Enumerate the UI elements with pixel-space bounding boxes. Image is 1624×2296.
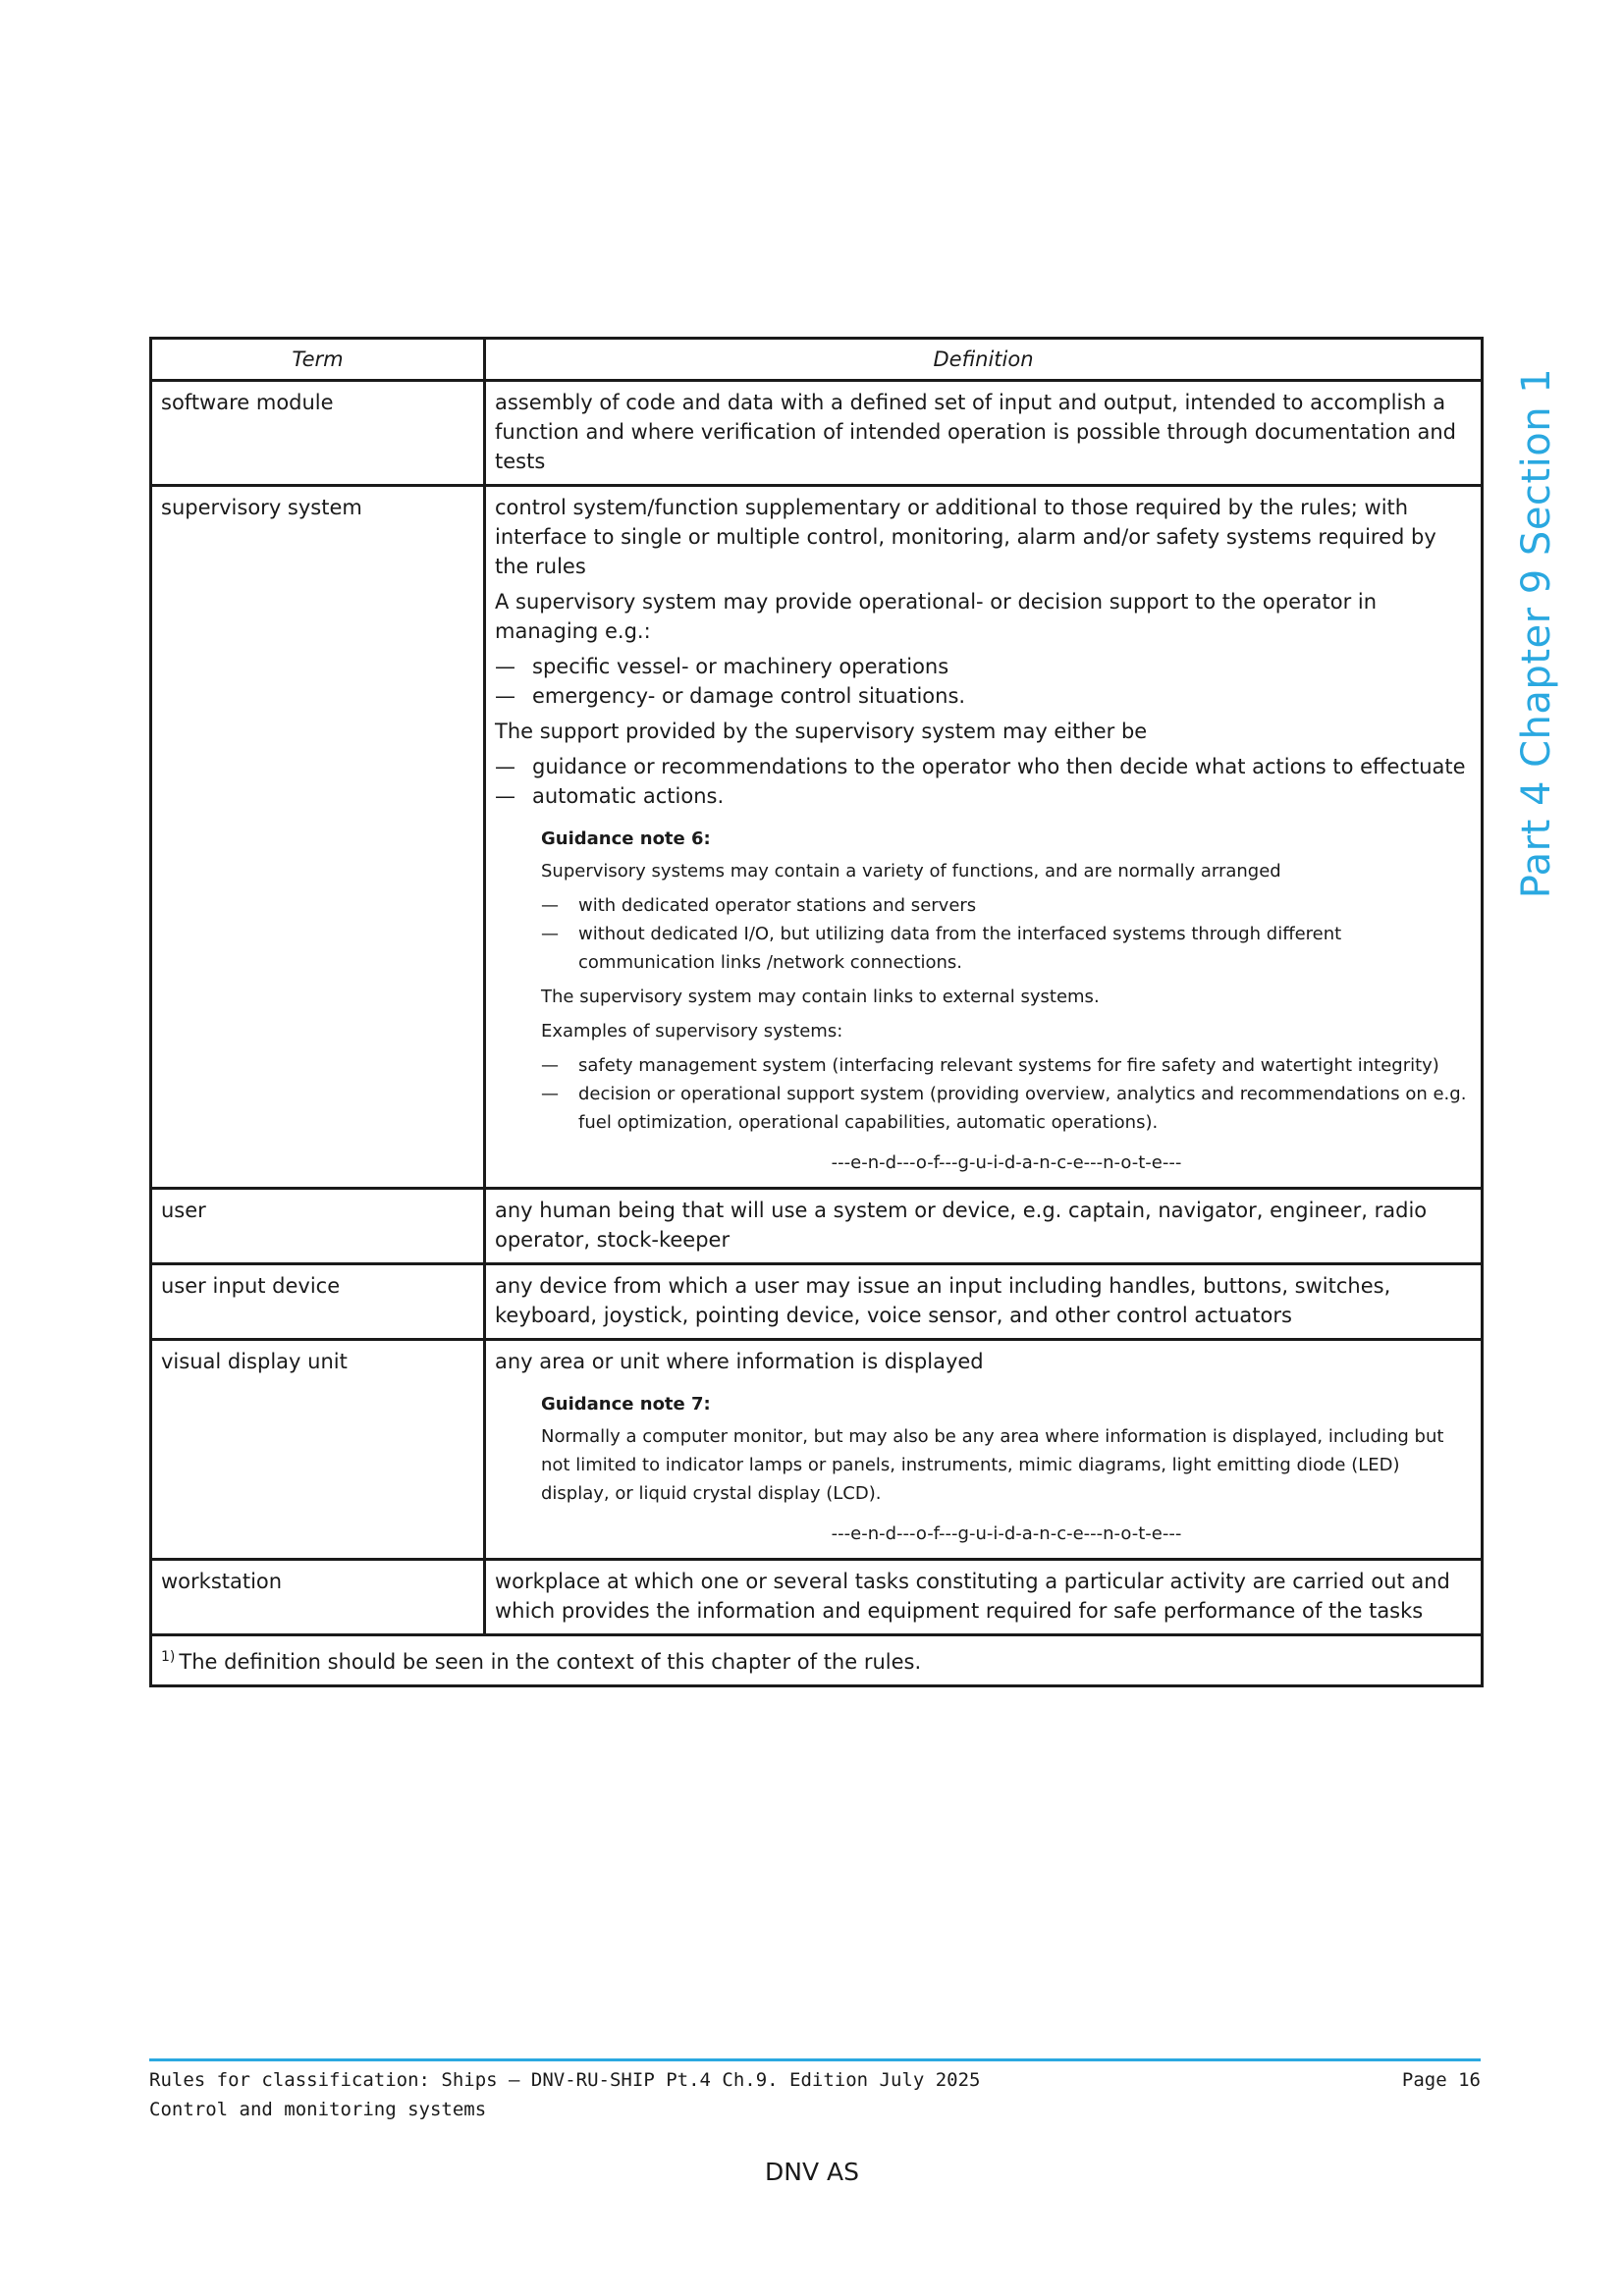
- table-row: [151, 486, 1483, 1189]
- definition-cell: workplace at which one or several tasks constituting a particular activity are carried out and which provides the information and equipment required for safe performance of the tasks: [485, 1560, 1483, 1635]
- page-number: Page 16: [1401, 2069, 1481, 2091]
- list-item-text: emergency- or damage control situations.: [532, 684, 966, 708]
- dash-bullet: —: [541, 895, 559, 916]
- term-cell: user input device: [151, 1264, 485, 1340]
- side-tab-label: Part 4 Chapter 9 Section 1: [1514, 367, 1560, 899]
- table-footnote-row: [151, 1635, 1483, 1686]
- table-row: [151, 381, 1483, 486]
- table-header-row: [151, 339, 1483, 381]
- bullet-list: [541, 1051, 1472, 1137]
- dash-bullet: —: [541, 924, 559, 944]
- guidance-paragraph: The supervisory system may contain links to external systems.: [541, 987, 1100, 1007]
- table-row: [151, 1264, 1483, 1340]
- dash-bullet: —: [495, 784, 515, 808]
- definition-cell: any device from which a user may issue an input including handles, buttons, switches, keyboard, joystick, pointing device, voice sensor, and other control actuators: [485, 1264, 1483, 1340]
- dash-bullet: —: [495, 684, 515, 708]
- bullet-list: [495, 652, 1472, 711]
- header-definition: Definition: [485, 339, 1483, 381]
- dash-bullet: —: [495, 655, 515, 678]
- bullet-list: [541, 891, 1472, 977]
- guidance-title: Guidance note 7:: [541, 1394, 711, 1415]
- list-item: [541, 891, 1472, 920]
- term-cell: software module: [151, 381, 485, 486]
- list-item-text: without dedicated I/O, but utilizing data from the interfaced systems through different communication links /network connections.: [578, 924, 1342, 973]
- definition-paragraph: control system/function supplementary or additional to those required by the rules; with interface to single or multiple control, monitoring, alarm and/or safety systems required by the rules: [495, 496, 1436, 578]
- list-item-text: automatic actions.: [532, 784, 725, 808]
- definition-paragraph: A supervisory system may provide operational- or decision support to the operator in managing e.g.:: [495, 590, 1378, 643]
- publisher: DNV AS: [765, 2158, 859, 2186]
- guidance-paragraph: Normally a computer monitor, but may also be any area where information is displayed, including but not limited to indicator lamps or panels, instruments, mimic diagrams, light emitting diode (LED) display, or liquid crystal display (LCD).: [541, 1426, 1444, 1504]
- definition-cell: [485, 486, 1483, 1189]
- list-item: [541, 1080, 1472, 1137]
- term-cell: workstation: [151, 1560, 485, 1635]
- list-item: [495, 681, 1472, 711]
- term-cell: supervisory system: [151, 486, 485, 1189]
- footer-line-1: Rules for classification: Ships — DNV-RU-SHIP Pt.4 Ch.9. Edition July 2025: [149, 2069, 981, 2091]
- table-row: [151, 1560, 1483, 1635]
- table-row: [151, 1340, 1483, 1560]
- dash-bullet: —: [541, 1055, 559, 1076]
- list-item-text: decision or operational support system (providing overview, analytics and recommendations on e.g. fuel optimization, operational capabilities, automatic operations).: [578, 1084, 1467, 1133]
- footnote-text: The definition should be seen in the context of this chapter of the rules.: [179, 1650, 922, 1674]
- list-item: [495, 752, 1472, 781]
- definition-cell: any human being that will use a system or device, e.g. captain, navigator, engineer, radio operator, stock-keeper: [485, 1189, 1483, 1264]
- dash-bullet: —: [495, 755, 515, 778]
- guidance-paragraph: Supervisory systems may contain a variety of functions, and are normally arranged: [541, 861, 1281, 881]
- footnote-cell: [151, 1635, 1483, 1686]
- guidance-end-marker: ---e-n-d---o-f---g-u-i-d-a-n-c-e---n-o-t-e---: [831, 1152, 1182, 1173]
- footer-divider: [149, 2058, 1481, 2061]
- table-row: [151, 1189, 1483, 1264]
- footer-line-2: Control and monitoring systems: [149, 2099, 487, 2120]
- definition-cell: [485, 1340, 1483, 1560]
- guidance-end-marker: ---e-n-d---o-f---g-u-i-d-a-n-c-e---n-o-t-e---: [831, 1523, 1182, 1544]
- definitions-table: [149, 337, 1484, 1687]
- bullet-list: [495, 752, 1472, 811]
- list-item: [495, 781, 1472, 811]
- list-item: [495, 652, 1472, 681]
- list-item-text: specific vessel- or machinery operations: [532, 655, 949, 678]
- dash-bullet: —: [541, 1084, 559, 1104]
- footer-document-info: [149, 2065, 980, 2124]
- side-tab: [1507, 348, 1566, 918]
- definition-cell: assembly of code and data with a defined set of input and output, intended to accomplish a function and where verification of intended operation is possible through documentation and tests: [485, 381, 1483, 486]
- term-cell: visual display unit: [151, 1340, 485, 1560]
- list-item: [541, 1051, 1472, 1080]
- list-item: [541, 920, 1472, 977]
- guidance-note: [541, 825, 1472, 1177]
- guidance-title: Guidance note 6:: [541, 828, 711, 849]
- guidance-note: [541, 1390, 1472, 1548]
- term-cell: user: [151, 1189, 485, 1264]
- definition-paragraph: The support provided by the supervisory system may either be: [495, 720, 1148, 743]
- header-term: Term: [151, 339, 485, 381]
- list-item-text: guidance or recommendations to the operator who then decide what actions to effectuate: [532, 755, 1466, 778]
- list-item-text: with dedicated operator stations and servers: [578, 895, 977, 916]
- list-item-text: safety management system (interfacing relevant systems for fire safety and watertight integrity): [578, 1055, 1439, 1076]
- footnote-marker: 1): [161, 1649, 176, 1665]
- definition-paragraph: any area or unit where information is displayed: [495, 1350, 984, 1373]
- guidance-paragraph: Examples of supervisory systems:: [541, 1021, 843, 1041]
